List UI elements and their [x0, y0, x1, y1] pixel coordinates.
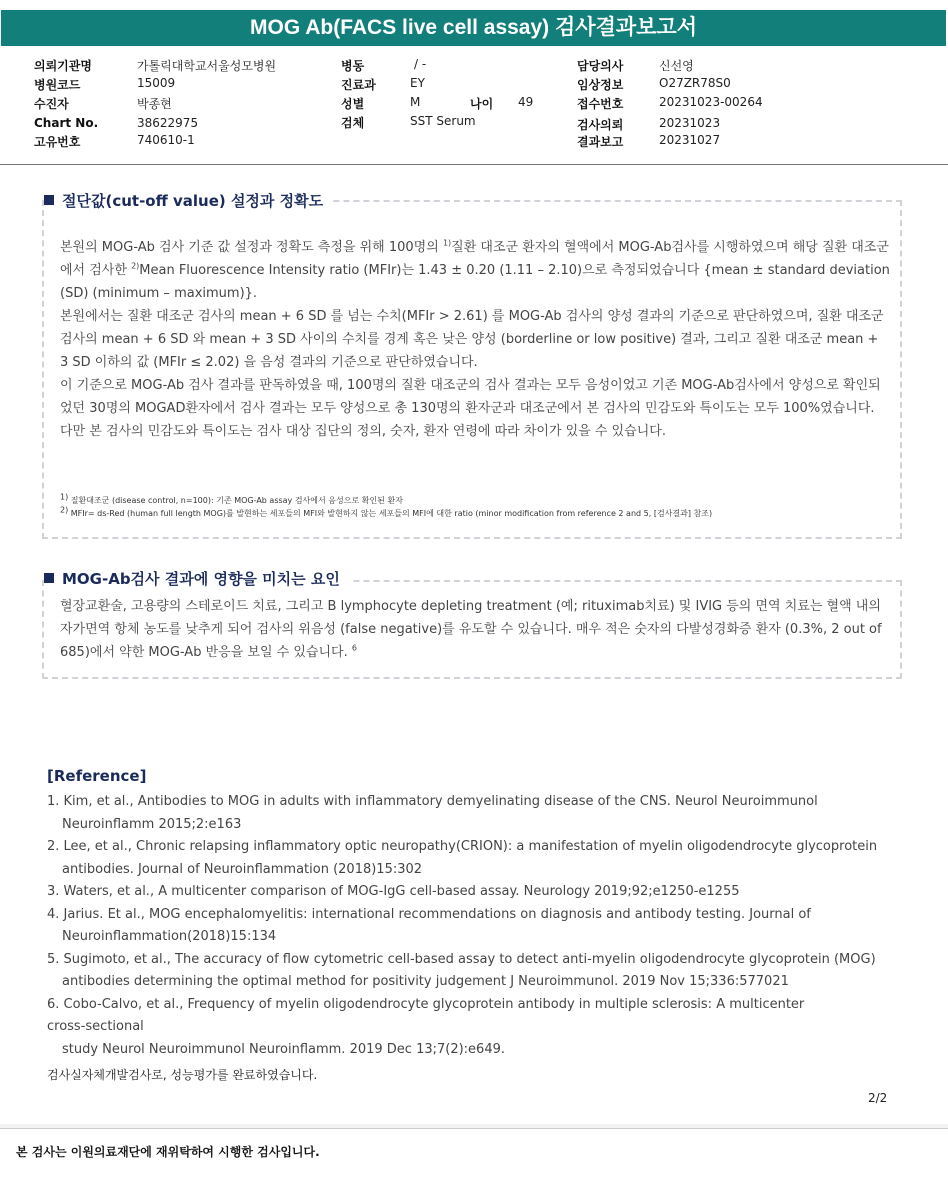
- reference-item-4: 4. Jarius. Et al., MOG encephalomyelitis: international recommendations on diagnosis and antibody testing. Journal of: [47, 906, 811, 922]
- reference-item-2-cont: antibodies. Journal of Neuroinflammation (2018)15:302: [62, 861, 423, 877]
- footnote-2-marker: 2): [60, 505, 69, 515]
- reference-item-1: 1. Kim, et al., Antibodies to MOG in adults with inflammatory demyelinating disease of the CNS. Neurol Neuroimmunol: [47, 794, 818, 809]
- footnote-1-marker: 1): [60, 492, 69, 502]
- collector-label: 수진자: [34, 97, 69, 111]
- doctor-value: 신선영: [659, 59, 694, 73]
- factors-section-heading: [44, 568, 350, 589]
- cutoff-paragraph-3: 이 기준으로 MOG-Ab 검사 결과를 판독하였을 때, 100명의 질환 대조군의 검사 결과는 모두 음성이었고 기존 MOG-Ab검사에서 양성으로 확인되었던 30명의 MOGAD환자에서 검사 결과는 모두 양성으로 총 130명의 환자군과 대조군에서 본 검사의 민감도와 특이도는 모두 100%였습니다. 다만 본 검사의 민감도와 특이도는 검사 대상 집단의 정의, 숫자, 환자 연령에 따라 차이가 있을 수 있습니다.: [60, 378, 881, 439]
- reference-list: [47, 791, 897, 1061]
- footnote-2-text: MFIr= ds-Red (human full length MOG)를 발현하는 세포들의 MFI와 발현하지 않는 세포들의 MFI에 대한 ratio (minor modification from reference 2 and 5, [검사결과] 참조): [70, 509, 713, 518]
- report-date-value: 20231027: [659, 133, 721, 147]
- cutoff-section-title: 절단값(cut-off value) 설정과 정확도: [62, 192, 324, 210]
- age-value: 49: [518, 95, 534, 109]
- factors-ref: 6: [351, 643, 357, 653]
- footnote-2: [60, 507, 712, 520]
- reference-item-5: 5. Sugimoto, et al., The accuracy of flow cytometric cell-based assay to detect anti-myelin oligodendrocyte glycoprotein (MOG): [47, 951, 876, 967]
- hospital-code-label: 병원코드: [34, 78, 81, 92]
- footnote-1: [60, 494, 403, 507]
- patient-info-grid: [0, 52, 948, 165]
- request-date-label: 검사의뢰: [577, 118, 624, 132]
- validation-note: 검사실자체개발검사로, 성능평가를 완료하였습니다.: [47, 1068, 318, 1082]
- sex-label: 성별: [341, 97, 365, 111]
- factors-section-body: [60, 595, 890, 664]
- reference-item-1-cont: Neuroinflamm 2015;2:e163: [62, 816, 242, 832]
- cutoff-paragraph-2: 본원에서는 질환 대조군 검사의 mean + 6 SD 를 넘는 수치(MFIr > 2.61) 를 MOG-Ab 검사의 양성 결과의 기준으로 판단하였으며, 질환 대조군 검사의 mean + 6 SD 와 mean + 3 SD 사이의 수치를 경계 혹은 낮은 양성 (borderline or low positive) 결과, 그리고 질환 대조군 mean + 3 SD 이하의 값 (MFIr ≤ 2.02) 을 음성 결과의 기준으로 판단하였습니다.: [60, 309, 884, 370]
- p1-part-c: Mean Fluorescence Intensity ratio (MFIr)는 1.43 ± 0.20 (1.11 – 2.10)으로 측정되었습니다 {mean ± standard deviation (SD) (minimum – maximum)}.: [60, 263, 890, 301]
- unique-id-value: 740610-1: [137, 133, 195, 147]
- request-date-value: 20231023: [659, 116, 721, 130]
- hospital-label: 의뢰기관명: [34, 59, 92, 73]
- clinical-info-value: O27ZR78S0: [659, 76, 731, 90]
- footnote-ref-1: 1): [442, 238, 452, 248]
- factors-section-title: MOG-Ab검사 결과에 영향을 미치는 요인: [62, 570, 340, 588]
- footnote-1-text: 질환대조군 (disease control, n=100): 기존 MOG-Ab assay 검사에서 음성으로 확인된 환자: [70, 496, 403, 505]
- page-number: 2/2: [868, 1091, 888, 1105]
- sex-value: M: [410, 95, 421, 109]
- specimen-label: 검체: [341, 116, 365, 130]
- dept-value: EY: [410, 76, 425, 90]
- p1-part-b: 질환 대조군 환자의 혈액에서 MOG-Ab검사를 시행하였으며 해당 질환 대조군에서 검사한: [60, 240, 889, 278]
- footer-bar: [0, 1128, 948, 1179]
- receipt-no-value: 20231023-00264: [659, 95, 763, 109]
- specimen-value: SST Serum: [410, 114, 476, 128]
- report-title: MOG Ab(FACS live cell assay) 검사결과보고서: [1, 10, 946, 46]
- chart-no-value: 38622975: [137, 116, 199, 130]
- clinical-info-label: 임상정보: [577, 78, 624, 92]
- receipt-no-label: 접수번호: [577, 97, 624, 111]
- collector-value: 박종현: [137, 97, 172, 111]
- ward-value: / -: [414, 57, 427, 71]
- cutoff-section-body: [60, 236, 890, 443]
- reference-item-4-cont: Neuroinflammation(2018)15:134: [62, 929, 277, 944]
- age-label: 나이: [470, 97, 494, 111]
- reference-item-6-cont-2: study Neurol Neuroimmunol Neuroinflamm. 2019 Dec 13;7(2):e649.: [62, 1041, 506, 1057]
- square-bullet-icon: [44, 573, 54, 583]
- doctor-label: 담당의사: [577, 59, 624, 73]
- p1-part-a: 본원의 MOG-Ab 검사 기준 값 설정과 정확도 측정을 위해 100명의: [60, 240, 443, 255]
- report-date-label: 결과보고: [577, 135, 624, 149]
- reference-item-6-cont: cross-sectional: [47, 1019, 144, 1034]
- factors-text: 혈장교환술, 고용량의 스테로이드 치료, 그리고 B lymphocyte depleting treatment (예; rituximab치료) 및 IVIG 등의 면역 치료는 혈액 내의 자가면역 항체 농도를 낮추게 되어 검사의 위음성 (false negative)를 유도할 수 있습니다. 매우 적은 숫자의 다발성경화증 환자 (0.3%, 2 out of 685)에서 약한 MOG-Ab 반응을 보일 수 있습니다.: [60, 599, 882, 660]
- reference-item-6: 6. Cobo-Calvo, et al., Frequency of myelin oligodendrocyte glycoprotein antibody in multiple sclerosis: A multicenter: [47, 996, 805, 1012]
- hospital-code-value: 15009: [137, 76, 176, 90]
- cutoff-section-heading: [44, 190, 333, 211]
- reference-item-2: 2. Lee, et al., Chronic relapsing inflammatory optic neuropathy(CRION): a manifestation of myelin oligodendrocyte glycoprotein: [47, 839, 878, 854]
- footer-notice: 본 검사는 이원의료재단에 재위탁하여 시행한 검사입니다.: [16, 1145, 320, 1159]
- cutoff-paragraph-1: [60, 236, 890, 305]
- factors-paragraph: [60, 595, 890, 664]
- footnote-ref-2: 2): [131, 261, 140, 271]
- reference-item-3: 3. Waters, et al., A multicenter comparison of MOG-IgG cell-based assay. Neurology 2019;92;e1250-e1255: [47, 884, 740, 899]
- reference-heading: [Reference]: [47, 767, 147, 785]
- chart-no-label: Chart No.: [34, 116, 99, 130]
- dept-label: 진료과: [341, 78, 376, 92]
- unique-id-label: 고유번호: [34, 135, 81, 149]
- square-bullet-icon: [44, 195, 54, 205]
- ward-label: 병동: [341, 59, 365, 73]
- reference-item-5-cont: antibodies determining the optimal method for positivity judgement J Neuroimmunol. 2019 Nov 15;336:577021: [62, 974, 789, 989]
- hospital-value: 가톨릭대학교서울성모병원: [137, 59, 277, 73]
